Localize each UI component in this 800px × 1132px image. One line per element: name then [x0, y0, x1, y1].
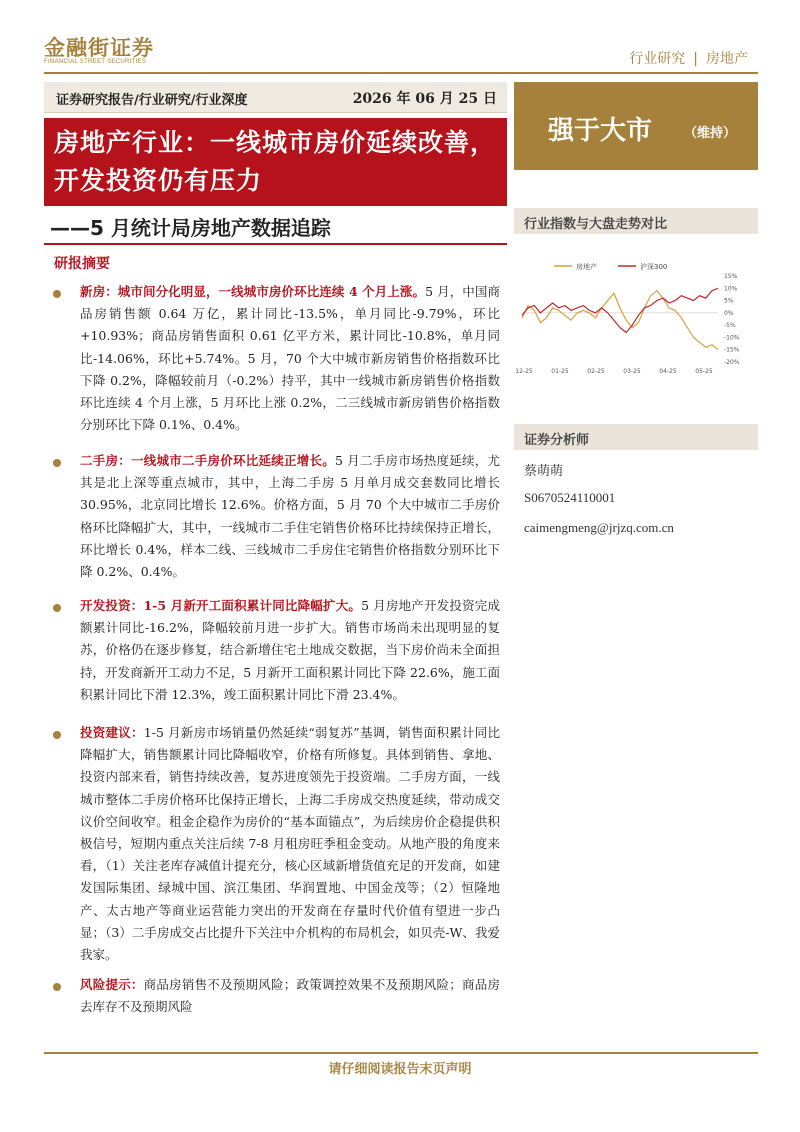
paragraph-second-hand: [80, 450, 500, 583]
index-comparison-chart: [514, 250, 758, 380]
report-type: 证券研究报告/行业研究/行业深度: [56, 93, 248, 108]
report-subtitle: ——5 月统计局房地产数据追踪: [50, 216, 331, 240]
summary-heading: 研报摘要: [54, 256, 110, 272]
x-tick-label: 12-25: [515, 368, 533, 375]
paragraph-lead: 开发投资：1-5 月新开工面积累计同比降幅扩大。: [80, 598, 362, 613]
rating-sub: （维持）: [684, 126, 737, 141]
paragraph-lead: 新房：城市间分化明显，一线城市房价环比连续 4 个月上涨。: [80, 284, 426, 299]
bullet-dot: [53, 290, 61, 298]
chart-legend: [554, 262, 667, 271]
analyst-section-header: [514, 424, 758, 450]
bullet-dot: [53, 604, 61, 612]
y-tick-label: 10%: [724, 285, 738, 293]
report-date: 2026 年 06 月 25 日: [352, 91, 497, 107]
x-tick-label: 03-25: [623, 368, 641, 375]
analyst-name: 蔡萌萌: [524, 463, 564, 478]
x-tick-label: 04-25: [659, 368, 677, 375]
x-tick-label: 05-25: [695, 368, 713, 375]
paragraph-body: 商品房销售不及预期风险；政策调控效果不及预期风险；商品房去库存不及预期风险: [80, 977, 500, 1015]
chart-section-title: 行业指数与大盘走势对比: [524, 217, 668, 232]
legend-label: 房地产: [576, 263, 597, 271]
report-title: 房地产行业：一线城市房价延续改善，开发投资仍有压力: [54, 128, 497, 195]
paragraph-investment: [80, 595, 500, 706]
rating-main: 强于大市: [548, 116, 653, 146]
category-label: 行业研究: [629, 51, 686, 67]
paragraph-risk: [80, 974, 500, 1018]
logo-text: 金融街证券: [44, 36, 154, 60]
y-tick-label: -10%: [724, 334, 740, 342]
x-axis-ticks: [515, 368, 713, 375]
header-divider: [44, 72, 758, 74]
title-banner: [44, 118, 507, 206]
chart-svg: [514, 250, 758, 380]
industry-label: 房地产: [706, 51, 748, 67]
footer-divider: [44, 1052, 758, 1054]
analyst-section-title: 证券分析师: [524, 433, 590, 448]
paragraph-body: 1-5 月新房市场销量仍然延续“弱复苏”基调，销售面积累计同比降幅扩大，销售额累计同比降幅收窄，价格有所修复。具体到销售、拿地、投资内部来看，销售持续改善，复苏进度领先于投资端。二手房方面，一线城市整体二手房价格环比保持正增长，上海二手房成交热度延续，带动成交议价空间收窄。租金企稳作为房价的“基本面锚点”，为后续房价企稳提供积极信号，短期内重点关注后续 7-8 月租房旺季租金变动。从地产股的角度来看，（1）关注老库存减值计提充分，核心区域新增货值充足的开发商，如建发国际集团、绿城中国、滨江集团、华润置地、中国金茂等；（2）恒隆地产、太古地产等商业运营能力突出的开发商在存量时代价值有望进一步凸显；（3）二手房成交占比提升下关注中介机构的布局机会，如贝壳-W、我爱我家。: [80, 725, 500, 963]
paragraph-body: 5 月二手房市场热度延续，尤其是北上深等重点城市，其中，上海二手房 5 月单月成交套数同比增长 30.95%，北京同比增长 12.6%。价格方面，5 月 70 个大中城市二手房价格环比降幅扩大，其中，一线城市二手住宅销售价格环比持续保持正增长，环比增长 0.4%，样本二线、三线城市二手房住宅销售价格指数分别环比下降 0.2%、0.4%。: [80, 453, 500, 580]
paragraph-new-homes: [80, 281, 500, 436]
x-tick-label: 02-25: [587, 368, 605, 375]
series-line: [522, 291, 718, 350]
report-category: [629, 48, 748, 68]
analyst-email[interactable]: caimengmeng@jrjzq.com.cn: [524, 520, 674, 535]
y-axis-ticks: [724, 273, 740, 366]
chart-section-header: [514, 208, 758, 234]
y-tick-label: -15%: [724, 346, 740, 354]
rating-box: [514, 82, 758, 170]
y-tick-label: 5%: [724, 297, 734, 305]
legend-label: 沪深300: [640, 263, 668, 271]
bullet-dot: [53, 731, 61, 739]
subtitle-divider: [44, 243, 507, 245]
company-logo: [44, 32, 162, 70]
separator: |: [693, 51, 698, 67]
report-meta-bar: [44, 82, 507, 113]
logo-subtext: FINANCIAL STREET SECURITIES: [44, 59, 147, 65]
paragraph-lead: 风险提示：: [80, 977, 144, 992]
analyst-license: S0670524110001: [524, 490, 616, 505]
paragraph-advice: [80, 722, 500, 966]
paragraph-body: 5 月，中国商品房销售额 0.64 万亿，累计同比-13.5%，单月同比-9.79%，环比+10.93%；商品房销售面积 0.61 亿平方米，累计同比-10.8%，单月同比-14.06%，环比+5.74%。5 月，70 个大中城市新房销售价格指数环比下降 0.2%，降幅较前月（-0.2%）持平，其中一线城市新房销售价格指数环比连续 4 个月上涨，5 月环比上涨 0.2%，二三线城市新房销售价格指数分别环比下降 0.1%、0.4%。: [80, 284, 500, 433]
y-tick-label: 0%: [724, 309, 734, 317]
paragraph-lead: 投资建议：: [80, 725, 144, 740]
bullet-dot: [53, 459, 61, 467]
paragraph-lead: 二手房：一线城市二手房价环比延续正增长。: [80, 453, 336, 468]
y-tick-label: -20%: [724, 359, 740, 366]
footer-disclaimer: 请仔细阅读报告末页声明: [328, 1062, 472, 1077]
chart-plot: [522, 288, 718, 349]
y-tick-label: -5%: [724, 322, 736, 330]
paragraph-body: 5 月房地产开发投资完成额累计同比-16.2%，降幅较前月进一步扩大。销售市场尚未出现明显的复苏，价格仍在逐步修复，结合新增住宅土地成交数据，当下房价尚未全面担持，开发商新开工动力不足，5 月新开工面积累计同比下降 22.6%，施工面积累计同比下滑 12.3%，竣工面积累计同比下滑 23.4%。: [80, 598, 500, 702]
x-tick-label: 01-25: [551, 368, 569, 375]
y-tick-label: 15%: [724, 273, 738, 280]
bullet-dot: [53, 983, 61, 991]
